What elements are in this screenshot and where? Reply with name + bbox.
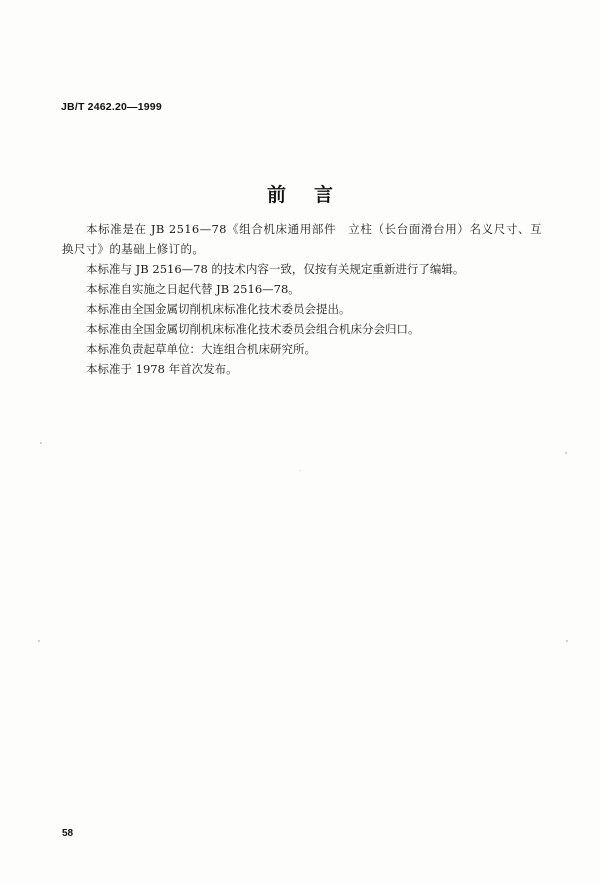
paragraph-proposer: 本标准由全国金属切削机床标准化技术委员会提出。: [86, 302, 351, 316]
scan-speck: [300, 470, 301, 471]
paragraph-basis: 本标准是在 JB 2516—78《组合机床通用部件 立柱（长台面滑台用）名义尺寸、互换尺寸》的基础上修订的。: [62, 222, 542, 256]
scan-speck: [566, 640, 568, 642]
paragraph-drafter: 本标准负责起草单位：大连组合机床研究所。: [86, 342, 316, 356]
paragraph-content: 本标准与 JB 2516—78 的技术内容一致，仅按有关规定重新进行了编辑。: [86, 262, 465, 276]
paragraph-replacement: 本标准自实施之日起代替 JB 2516—78。: [86, 282, 300, 296]
page-number: 58: [62, 828, 74, 839]
scan-speck: [40, 442, 42, 444]
page-title: 前言: [266, 184, 361, 206]
paragraph-administrator: 本标准由全国金属切削机床标准化技术委员会组合机床分会归口。: [86, 322, 420, 336]
standard-code: JB/T 2462.20—1999: [61, 101, 162, 113]
foreword-body: [62, 219, 542, 379]
scan-speck: [38, 640, 40, 642]
scan-speck: [565, 452, 567, 454]
paragraph-first-issue: 本标准于 1978 年首次发布。: [86, 362, 238, 376]
